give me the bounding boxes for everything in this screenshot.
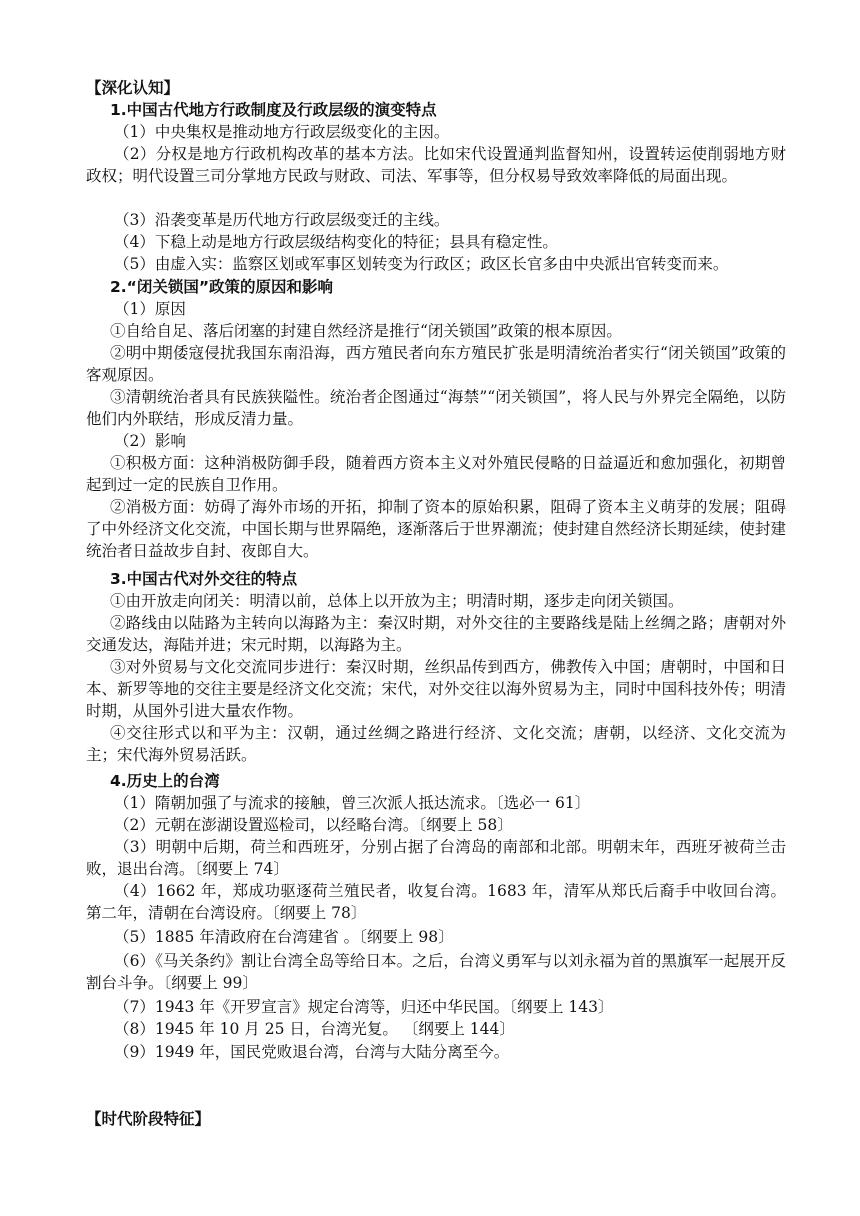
- s3-title: 3.中国古代对外交往的特点: [110, 570, 298, 588]
- s4-t1: （1）隋朝加强了与流求的接触，曾三次派人抵达流求。〔选必一 61〕: [114, 794, 591, 812]
- s1-p2: （2）分权是地方行政机构改革的基本方法。比如宋代设置通判监督知州，设置转运使削弱地方财政权；明代设置三司分掌地方民政与财政、司法、军事等，但分权易导致效率降低的局面出现。: [86, 145, 786, 185]
- s2-sub-reason: （1）原因: [114, 300, 186, 318]
- s1-p3: （3）沿袭变革是历代地方行政层级变迁的主线。: [114, 211, 450, 229]
- s2-reason-1: ①自给自足、落后闭塞的封建自然经济是推行“闭关锁国”政策的根本原因。: [110, 322, 622, 340]
- s1-p4: （4）下稳上动是地方行政层级结构变化的特征；县具有稳定性。: [114, 233, 558, 251]
- s3-c2: ②路线由以陆路为主转向以海路为主：秦汉时期，对外交往的主要路线是陆上丝绸之路；唐朝对外交通发达，海陆并进；宋元时期，以海路为主。: [86, 614, 786, 654]
- s1-p1: （1）中央集权是推动地方行政层级变化的主因。: [114, 123, 450, 141]
- s2-reason-3: ③清朝统治者具有民族狭隘性。统治者企图通过“海禁”“闭关锁国”，将人民与外界完全隔绝，以防他们内外联结，形成反清力量。: [86, 388, 786, 428]
- s4-title: 4.历史上的台湾: [110, 772, 220, 790]
- s4-t3: （3）明朝中后期，荷兰和西班牙，分别占据了台湾岛的南部和北部。明朝末年，西班牙被荷兰击败，退出台湾。〔纲要上 74〕: [86, 838, 786, 878]
- s4-t9: （9）1949 年，国民党败退台湾，台湾与大陆分离至今。: [114, 1043, 510, 1061]
- s4-t2: （2）元朝在澎湖设置巡检司，以经略台湾。〔纲要上 58〕: [114, 816, 513, 834]
- section-heading-deepen: 【深化认知】: [86, 79, 180, 97]
- s4-t7: （7）1943 年《开罗宣言》规定台湾等，归还中华民国。〔纲要上 143〕: [114, 998, 614, 1016]
- s3-c3: ③对外贸易与文化交流同步进行：秦汉时期，丝织品传到西方，佛教传入中国；唐朝时，中国和日本、新罗等地的交往主要是经济文化交流；宋代，对外交往以海外贸易为主，同时中国科技外传；明清时期，从国外引进大量农作物。: [86, 658, 786, 720]
- s2-impact-1: ①积极方面：这种消极防御手段，随着西方资本主义对外殖民侵略的日益逼近和愈加强化，初期曾起到过一定的民族自卫作用。: [86, 454, 786, 494]
- s1-p5: （5）由虚入实：监察区划或军事区划转变为行政区；政区长官多由中央派出官转变而来。: [114, 255, 729, 273]
- s4-t8: （8）1945 年 10 月 25 日，台湾光复。 〔纲要上 144〕: [114, 1020, 515, 1038]
- s4-t6: （6）《马关条约》割让台湾全岛等给日本。之后，台湾义勇军与以刘永福为首的黑旗军一起展开反割台斗争。〔纲要上 99〕: [86, 952, 786, 992]
- s4-t5: （5）1885 年清政府在台湾建省 。〔纲要上 98〕: [114, 928, 454, 946]
- s2-reason-2: ②明中期倭寇侵扰我国东南沿海，西方殖民者向东方殖民扩张是明清统治者实行“闭关锁国”政策的客观原因。: [86, 344, 786, 384]
- s2-sub-impact: （2）影响: [114, 432, 186, 450]
- s3-c1: ①由开放走向闭关：明清以前，总体上以开放为主；明清时期，逐步走向闭关锁国。: [110, 592, 684, 610]
- s4-t4: （4）1662 年，郑成功驱逐荷兰殖民者，收复台湾。1683 年，清军从郑氏后裔手中收回台湾。第二年，清朝在台湾设府。〔纲要上 78〕: [86, 882, 786, 922]
- s2-impact-2: ②消极方面：妨碍了海外市场的开拓，抑制了资本的原始积累，阻碍了资本主义萌芽的发展；阻碍了中外经济文化交流，中国长期与世界隔绝，逐渐落后于世界潮流；使封建自然经济长期延续，使封建统治者日益故步自封、夜郎自大。: [86, 498, 786, 560]
- s3-c4: ④交往形式以和平为主：汉朝，通过丝绸之路进行经济、文化交流；唐朝，以经济、文化交流为主；宋代海外贸易活跃。: [86, 724, 786, 764]
- s2-title: 2.“闭关锁国”政策的原因和影响: [110, 278, 334, 296]
- s1-title: 1.中国古代地方行政制度及行政层级的演变特点: [110, 101, 437, 119]
- section-heading-era: 【时代阶段特征】: [86, 1110, 211, 1128]
